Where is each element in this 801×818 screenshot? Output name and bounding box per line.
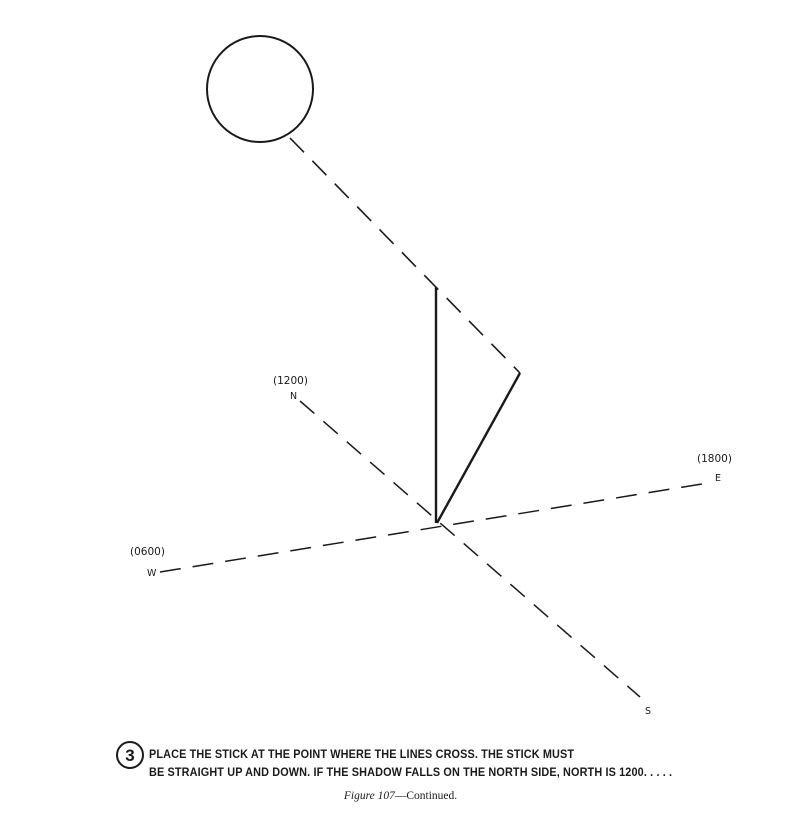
instruction-line-1: PLACE THE STICK AT THE POINT WHERE THE LINES CROSS. THE STICK MUST xyxy=(149,747,575,761)
north-label: N xyxy=(290,391,298,402)
figure-reference: Figure 107 xyxy=(343,790,395,802)
step-number: 3 xyxy=(125,745,135,765)
instruction-line-2: BE STRAIGHT UP AND DOWN. IF THE SHADOW FALLS ON THE NORTH SIDE, NORTH IS 1200. . . . . xyxy=(149,765,673,779)
east-time-label: (1800) xyxy=(697,453,732,465)
west-east-line xyxy=(160,483,708,572)
caption-text: —Continued. xyxy=(394,790,458,802)
west-label: W xyxy=(147,568,157,579)
east-label: E xyxy=(715,473,722,484)
figure-caption xyxy=(0,790,801,802)
step-number-badge xyxy=(116,741,144,769)
west-time-label: (0600) xyxy=(130,546,165,558)
north-time-label: (1200) xyxy=(273,375,308,387)
north-south-line xyxy=(300,401,640,697)
step-instruction xyxy=(149,745,738,781)
sun-ray-line xyxy=(290,138,520,373)
south-label: S xyxy=(645,706,652,717)
sun-circle xyxy=(207,36,313,142)
shadow-line xyxy=(437,373,520,523)
